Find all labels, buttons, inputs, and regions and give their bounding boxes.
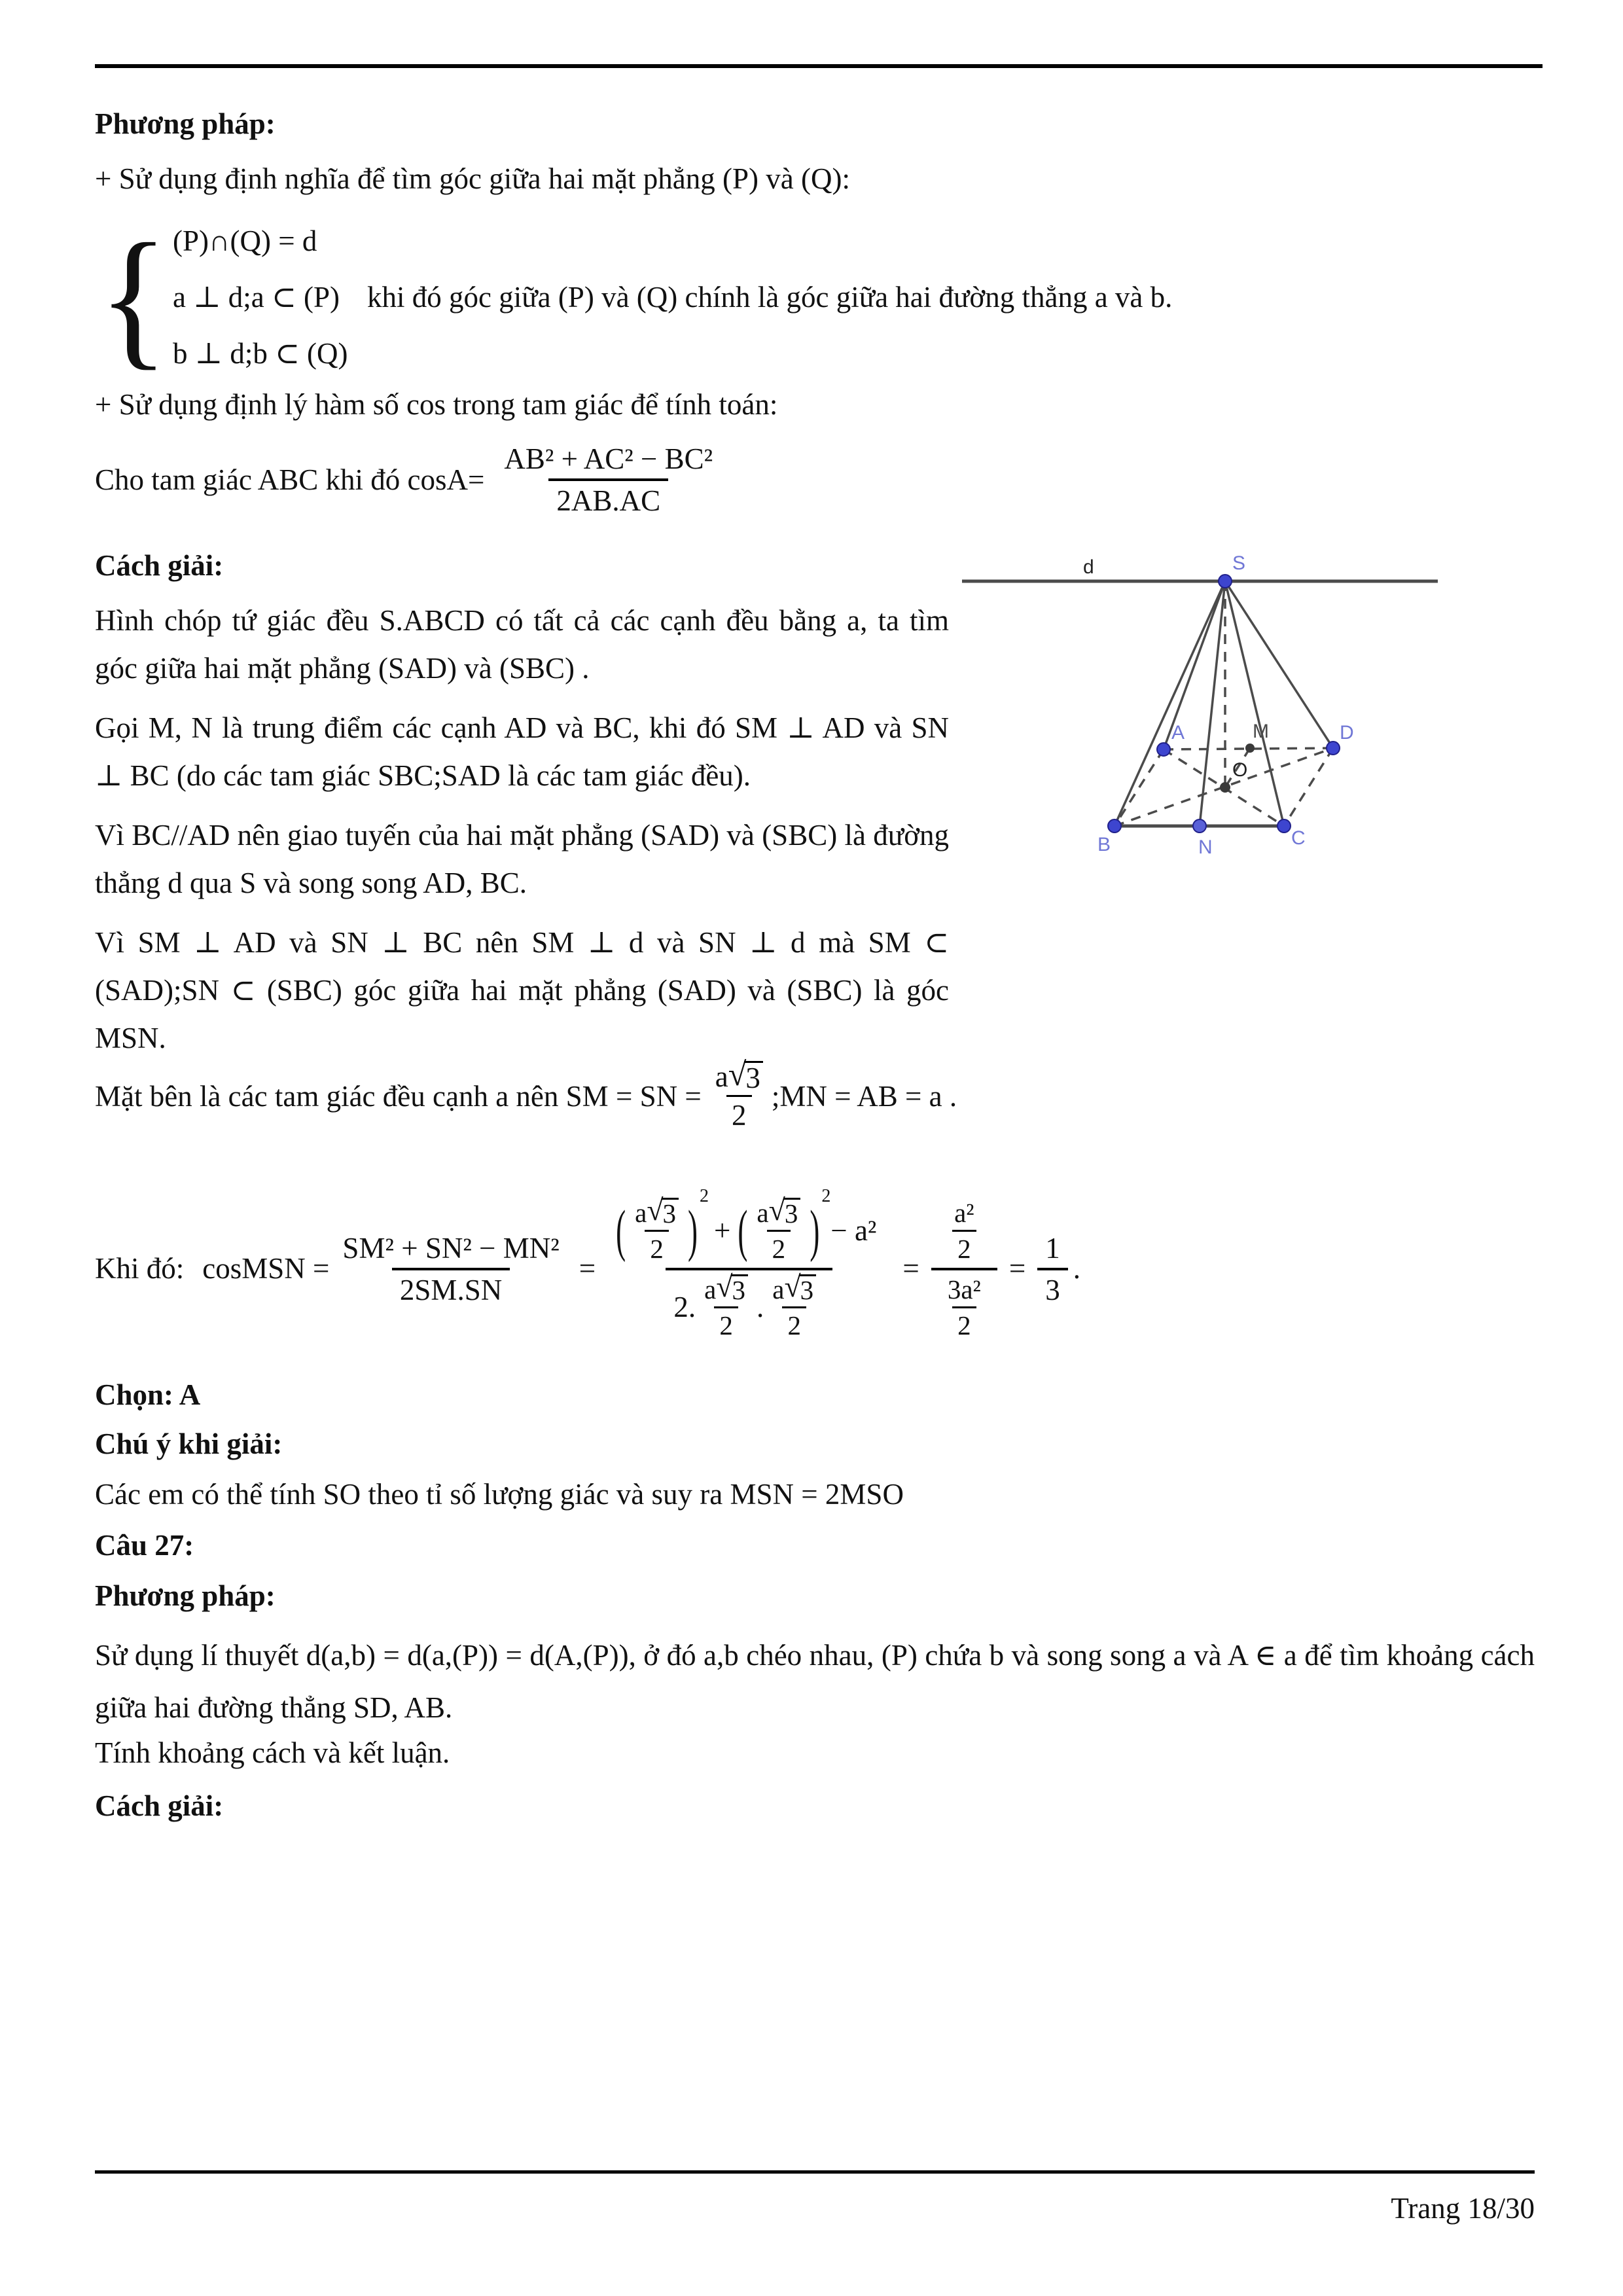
a-squared: a²: [954, 1197, 974, 1228]
vertex-S: [1219, 575, 1232, 588]
radical-sign: √: [728, 1055, 747, 1092]
khido-formula: [95, 1174, 1080, 1363]
left-paren: (: [616, 1198, 626, 1263]
radicand: 3: [731, 1274, 749, 1304]
system-row-2-formula: a ⊥ d;a ⊂ (P): [173, 281, 340, 314]
footer-page-number: Trang 18/30: [1391, 2192, 1535, 2225]
solution-paragraph-1: Hình chóp tứ giác đều S.ABCD có tất cả các cạnh đều bằng a, ta tìm góc giữa hai mặt phẳng (SAD) và (SBC) .: [95, 604, 949, 685]
vertex-C: [1277, 819, 1291, 833]
label-C: C: [1291, 827, 1306, 849]
equals-sign: =: [579, 1252, 596, 1285]
sqrt-3: [728, 1055, 763, 1094]
a2-over-2: [949, 1196, 980, 1265]
khido-lead: Khi đó:: [95, 1252, 185, 1285]
system-row-1: (P)∩(Q) = d: [173, 224, 317, 257]
khido-f4-den: 3: [1037, 1268, 1068, 1308]
period: .: [1073, 1252, 1080, 1285]
midpoint-M: [1245, 744, 1255, 753]
khido-fraction-4: [1037, 1229, 1068, 1308]
equals-sign: =: [1008, 1252, 1026, 1285]
cos-formula-numerator: AB² + AC² − BC²: [504, 442, 713, 475]
note-text: Các em có thể tính SO theo tỉ số lượng giác và suy ra MSN = 2MSO: [95, 1478, 904, 1511]
method-definition-line: + Sử dụng định nghĩa để tìm góc giữa hai mặt phẳng (P) và (Q):: [95, 162, 850, 195]
plus-sign: +: [714, 1214, 731, 1247]
radicand: 3: [799, 1274, 817, 1304]
q27-method-text: Sử dụng lí thuyết d(a,b) = d(a,(P)) = d(A,(P)), ở đó a,b chéo nhau, (P) chứa b và song song a và A ∈ a để tìm khoảng cách giữa hai đường thẳng SD, AB.: [95, 1639, 1535, 1724]
matben-fraction-num: [710, 1055, 768, 1095]
minus-a-squared: − a²: [830, 1214, 877, 1247]
khido-f1-den: 2SM.SN: [392, 1268, 510, 1308]
matben-lead: Mặt bên là các tam giác đều cạnh a nên SM = SN =: [95, 1079, 702, 1113]
radical-sign: √: [768, 1193, 785, 1227]
vertex-B: [1108, 819, 1121, 833]
solution-text-column: [95, 597, 949, 1062]
method-cos-line: + Sử dụng định lý hàm số cos trong tam giác để tính toán:: [95, 388, 778, 421]
label-S: S: [1232, 552, 1246, 574]
a: a: [772, 1274, 785, 1304]
multiply-dot: .: [757, 1291, 764, 1323]
a: a: [704, 1274, 717, 1304]
den-lead-2dot: 2.: [673, 1291, 696, 1323]
radicand: 3: [783, 1198, 801, 1227]
cos-formula-lead: Cho tam giác ABC khi đó cosA=: [95, 463, 485, 496]
solution-paragraph-3: Vì BC//AD nên giao tuyến của hai mặt phẳng (SAD) và (SBC) là đường thẳng d qua S và song song AD, BC.: [95, 819, 949, 899]
khido-f2-num: [607, 1186, 891, 1268]
vertex-D: [1327, 742, 1340, 755]
a: a: [635, 1197, 647, 1228]
left-brace: {: [98, 211, 169, 383]
label-O: O: [1232, 759, 1248, 781]
sqrt-3: [768, 1193, 801, 1229]
top-rule: [95, 64, 1543, 68]
label-B: B: [1097, 834, 1111, 855]
khido-fraction-2: [607, 1186, 891, 1343]
q27-method-heading: Phương pháp:: [95, 1579, 276, 1612]
den-2: 2: [714, 1306, 738, 1342]
vertex-N: [1193, 819, 1206, 833]
footer-rule: [95, 2170, 1535, 2174]
right-paren: ): [810, 1198, 820, 1263]
solution-heading: Cách giải:: [95, 549, 224, 582]
system-row-2-note: khi đó góc giữa (P) và (Q) chính là góc giữa hai đường thẳng a và b.: [366, 281, 1173, 314]
solution-paragraph-4: Vì SM ⊥ AD và SN ⊥ BC nên SM ⊥ d và SN ⊥ d mà SM ⊂ (SAD);SN ⊂ (SBC) góc giữa hai mặt phẳng (SAD) và (SBC) là góc MSN.: [95, 926, 949, 1054]
equals-sign: =: [902, 1252, 919, 1285]
matben-tail: ;MN = AB = a .: [771, 1079, 957, 1113]
q27-method-text-2: Tính khoảng cách và kết luận.: [95, 1736, 450, 1769]
radical-sign: √: [716, 1270, 733, 1303]
label-N: N: [1198, 836, 1213, 858]
paren-term-1: [615, 1186, 709, 1265]
den-2: 2: [645, 1230, 669, 1265]
khido-f2-den: [666, 1268, 832, 1343]
den-2: 2: [952, 1230, 976, 1265]
system-row-2: [173, 269, 1172, 325]
khido-fraction-3: [931, 1194, 997, 1343]
answer-choice: Chọn: A: [95, 1378, 201, 1411]
khido-fraction-1: [334, 1229, 567, 1308]
q27-solution-heading: Cách giải:: [95, 1789, 224, 1822]
cos-formula: [95, 440, 726, 519]
system-row-3: b ⊥ d;b ⊂ (Q): [173, 337, 348, 370]
3a-squared: 3a²: [947, 1274, 981, 1304]
vertex-A: [1157, 743, 1170, 756]
den-2: 2: [782, 1306, 806, 1342]
khido-f3-num: [938, 1194, 991, 1268]
sqrt-3: [784, 1270, 816, 1305]
condition-system: [98, 213, 1172, 382]
sqrt-3: [716, 1270, 748, 1305]
center-O: [1220, 782, 1230, 793]
cos-formula-denominator: 2AB.AC: [548, 478, 668, 519]
khido-f3-den: [931, 1268, 997, 1343]
label-A: A: [1171, 722, 1185, 744]
sqrt3-frac-1: [630, 1193, 684, 1265]
superscript-2: 2: [700, 1186, 709, 1206]
matben-a: a: [715, 1060, 728, 1093]
khido-f4-num: 1: [1045, 1231, 1060, 1265]
den-2: 2: [767, 1230, 791, 1265]
matben-fraction-den: 2: [726, 1095, 752, 1133]
question-27-label: Câu 27:: [95, 1529, 194, 1562]
pyramid-figure: [952, 542, 1450, 882]
label-D: D: [1340, 722, 1354, 744]
paren-term-2: [737, 1186, 831, 1265]
solution-paragraph-2: Gọi M, N là trung điểm các cạnh AD và BC, khi đó SM ⊥ AD và SN ⊥ BC (do các tam giác SBC;SAD là các tam giác đều).: [95, 711, 949, 792]
khido-f1-num: SM² + SN² − MN²: [342, 1231, 560, 1265]
right-paren: ): [688, 1198, 698, 1263]
a: a: [757, 1197, 769, 1228]
khido-lhs: cosMSN =: [202, 1252, 330, 1285]
method-heading: Phương pháp:: [95, 107, 276, 140]
label-M: M: [1253, 721, 1269, 742]
radical-sign: √: [647, 1193, 664, 1227]
pyramid-figure-svg: [952, 542, 1450, 882]
cos-formula-fraction: [496, 440, 721, 519]
sqrt3-frac-3: [699, 1270, 753, 1342]
3a2-over-2: [942, 1273, 986, 1342]
sqrt3-frac-2: [751, 1193, 806, 1265]
matben-line: [95, 1055, 957, 1133]
matben-fraction: [710, 1055, 768, 1133]
radicand: 3: [744, 1061, 763, 1093]
sqrt3-frac-4: [767, 1270, 821, 1342]
sqrt-3: [647, 1193, 679, 1229]
left-paren: (: [738, 1198, 748, 1263]
note-heading: Chú ý khi giải:: [95, 1427, 283, 1460]
den-2: 2: [952, 1306, 976, 1342]
radical-sign: √: [784, 1270, 801, 1303]
radicand: 3: [662, 1198, 679, 1227]
superscript-2: 2: [821, 1186, 831, 1206]
label-d: d: [1083, 556, 1094, 578]
